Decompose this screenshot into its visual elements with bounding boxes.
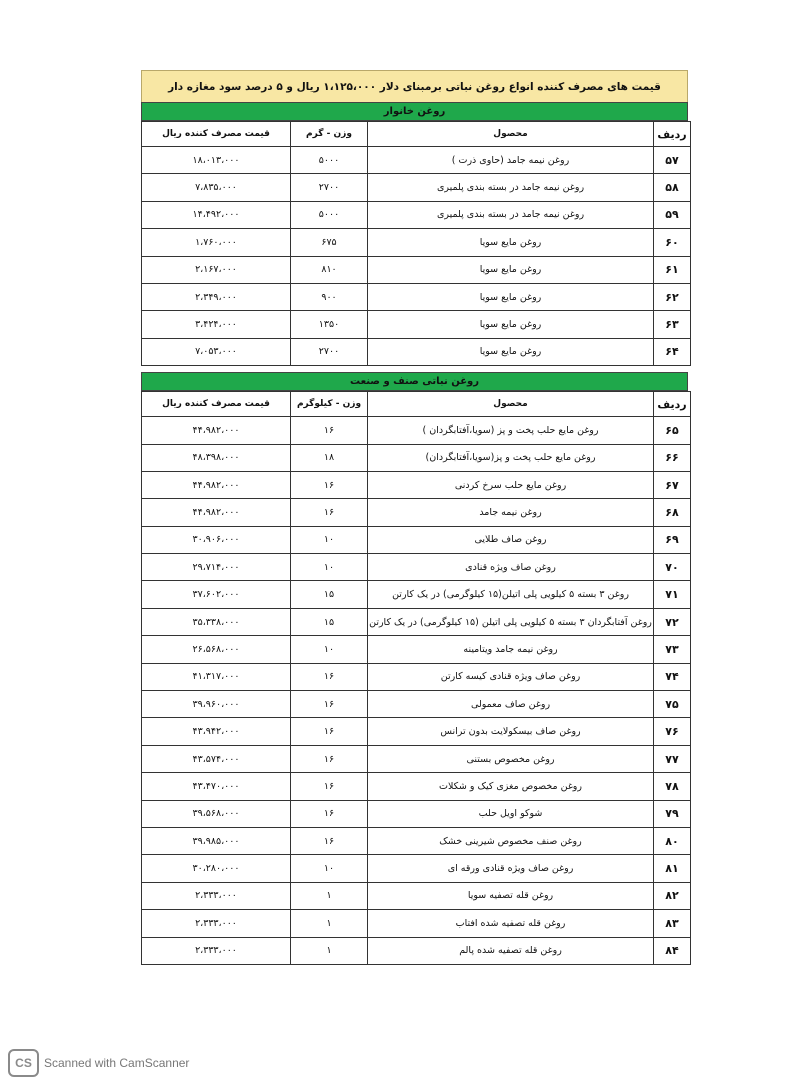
header-row-number: ردیف: [654, 392, 691, 417]
row-number-cell: ۸۰: [654, 827, 691, 854]
table-row: [142, 444, 691, 471]
weight-cell: ۱۶: [291, 691, 368, 718]
product-cell: روغن قله تصفیه سویا: [368, 882, 654, 909]
table-row: [142, 827, 691, 854]
table-row: [142, 471, 691, 498]
product-cell: روغن نیمه جامد در بسته بندی پلمیری: [368, 174, 654, 201]
product-cell: روغن قله تصفیه شده افتاب: [368, 910, 654, 937]
weight-cell: ۵۰۰۰: [291, 147, 368, 174]
header-weight: وزن - گرم: [291, 122, 368, 147]
weight-cell: ۸۱۰: [291, 256, 368, 283]
weight-cell: ۱۰: [291, 855, 368, 882]
row-number-cell: ۸۳: [654, 910, 691, 937]
table-row: [142, 745, 691, 772]
row-number-cell: ۶۴: [654, 338, 691, 365]
row-number-cell: ۸۴: [654, 937, 691, 964]
weight-cell: ۲۷۰۰: [291, 338, 368, 365]
price-cell: ۳۵،۳۳۸،۰۰۰: [142, 608, 291, 635]
table-row: [142, 581, 691, 608]
product-cell: روغن مایع سویا: [368, 311, 654, 338]
product-cell: روغن نیمه جامد: [368, 499, 654, 526]
document-title: قیمت های مصرف کننده انواع روغن نباتی برمبنای دلار ۱،۱۲۵،۰۰۰ ریال و ۵ درصد سود مغازه دار: [141, 70, 688, 102]
row-number-cell: ۶۳: [654, 311, 691, 338]
product-cell: روغن نیمه جامد در بسته بندی پلمیری: [368, 201, 654, 228]
product-cell: روغن نیمه جامد (حاوی ذرت ): [368, 147, 654, 174]
product-cell: روغن قله تصفیه شده پالم: [368, 937, 654, 964]
price-cell: ۷،۰۵۳،۰۰۰: [142, 338, 291, 365]
row-number-cell: ۷۵: [654, 691, 691, 718]
weight-cell: ۱۵: [291, 581, 368, 608]
price-cell: ۴۳،۴۷۰،۰۰۰: [142, 773, 291, 800]
weight-cell: ۱۰: [291, 526, 368, 553]
product-cell: روغن صاف ویژه قنادی کیسه کارتن: [368, 663, 654, 690]
industrial-table-body: [142, 417, 691, 965]
row-number-cell: ۶۱: [654, 256, 691, 283]
product-cell: روغن مایع حلب سرخ کردنی: [368, 471, 654, 498]
price-cell: ۲،۱۶۷،۰۰۰: [142, 256, 291, 283]
product-cell: روغن صاف معمولی: [368, 691, 654, 718]
row-number-cell: ۶۹: [654, 526, 691, 553]
price-cell: ۴۱،۳۱۷،۰۰۰: [142, 663, 291, 690]
row-number-cell: ۷۳: [654, 636, 691, 663]
table-row: [142, 855, 691, 882]
weight-cell: ۱۵: [291, 608, 368, 635]
table-row: [142, 256, 691, 283]
price-cell: ۱۸،۰۱۳،۰۰۰: [142, 147, 291, 174]
weight-cell: ۱۶: [291, 800, 368, 827]
table-row: [142, 882, 691, 909]
row-number-cell: ۶۰: [654, 229, 691, 256]
table-header-row: [142, 122, 691, 147]
header-product: محصول: [368, 122, 654, 147]
product-cell: روغن مخصوص بستنی: [368, 745, 654, 772]
row-number-cell: ۷۲: [654, 608, 691, 635]
table-row: [142, 147, 691, 174]
row-number-cell: ۷۸: [654, 773, 691, 800]
table-row: [142, 283, 691, 310]
weight-cell: ۱۶: [291, 663, 368, 690]
product-cell: روغن صاف ویژه قنادی ورقه ای: [368, 855, 654, 882]
weight-cell: ۱۶: [291, 745, 368, 772]
price-cell: ۲۶،۵۶۸،۰۰۰: [142, 636, 291, 663]
price-sheet: [141, 70, 688, 965]
price-cell: ۳۹،۹۸۵،۰۰۰: [142, 827, 291, 854]
table-row: [142, 174, 691, 201]
product-cell: شوکو اویل حلب: [368, 800, 654, 827]
row-number-cell: ۶۸: [654, 499, 691, 526]
product-cell: روغن مایع حلب پخت و پز (سویا،آفتابگردان ): [368, 417, 654, 444]
weight-cell: ۱: [291, 910, 368, 937]
weight-cell: ۱۸: [291, 444, 368, 471]
row-number-cell: ۵۷: [654, 147, 691, 174]
product-cell: روغن مایع سویا: [368, 229, 654, 256]
table-row: [142, 229, 691, 256]
row-number-cell: ۶۲: [654, 283, 691, 310]
price-cell: ۱،۷۶۰،۰۰۰: [142, 229, 291, 256]
price-cell: ۴۸،۳۹۸،۰۰۰: [142, 444, 291, 471]
table-row: [142, 800, 691, 827]
table-row: [142, 417, 691, 444]
product-cell: روغن مایع سویا: [368, 256, 654, 283]
table-row: [142, 201, 691, 228]
industrial-oil-table: [141, 391, 691, 965]
price-cell: ۲،۳۳۳،۰۰۰: [142, 937, 291, 964]
weight-cell: ۱۶: [291, 718, 368, 745]
weight-cell: ۵۰۰۰: [291, 201, 368, 228]
price-cell: ۳۹،۹۶۰،۰۰۰: [142, 691, 291, 718]
product-cell: روغن آفتابگردان ۳ بسته ۵ کیلویی پلی اتیلن (۱۵ کیلوگرمی) در یک کارتن: [368, 608, 654, 635]
table-row: [142, 910, 691, 937]
weight-cell: ۲۷۰۰: [291, 174, 368, 201]
weight-cell: ۱۶: [291, 417, 368, 444]
price-cell: ۲۹،۷۱۴،۰۰۰: [142, 554, 291, 581]
price-cell: ۴۴،۹۸۲،۰۰۰: [142, 471, 291, 498]
section-title-industrial: روغن نباتی صنف و صنعت: [141, 372, 688, 391]
row-number-cell: ۶۷: [654, 471, 691, 498]
weight-cell: ۱۰: [291, 554, 368, 581]
header-price: قیمت مصرف کننده ریال: [142, 392, 291, 417]
weight-cell: ۶۷۵: [291, 229, 368, 256]
household-table-body: [142, 147, 691, 366]
header-weight: وزن - کیلوگرم: [291, 392, 368, 417]
price-cell: ۴۳،۵۷۴،۰۰۰: [142, 745, 291, 772]
row-number-cell: ۷۱: [654, 581, 691, 608]
price-cell: ۷،۸۳۵،۰۰۰: [142, 174, 291, 201]
price-cell: ۲،۳۴۹،۰۰۰: [142, 283, 291, 310]
header-product: محصول: [368, 392, 654, 417]
camscanner-logo: CS: [8, 1049, 39, 1077]
row-number-cell: ۸۲: [654, 882, 691, 909]
row-number-cell: ۷۷: [654, 745, 691, 772]
table-row: [142, 663, 691, 690]
table-row: [142, 773, 691, 800]
product-cell: روغن مایع سویا: [368, 338, 654, 365]
row-number-cell: ۷۰: [654, 554, 691, 581]
price-cell: ۴۴،۹۸۲،۰۰۰: [142, 417, 291, 444]
product-cell: روغن مایع حلب پخت و پز(سویا،آفتابگردان): [368, 444, 654, 471]
price-cell: ۱۴،۴۹۲،۰۰۰: [142, 201, 291, 228]
weight-cell: ۱۶: [291, 499, 368, 526]
table-row: [142, 718, 691, 745]
weight-cell: ۱۰: [291, 636, 368, 663]
row-number-cell: ۷۴: [654, 663, 691, 690]
weight-cell: ۱: [291, 882, 368, 909]
weight-cell: ۱۳۵۰: [291, 311, 368, 338]
table-row: [142, 526, 691, 553]
price-cell: ۳۷،۶۰۲،۰۰۰: [142, 581, 291, 608]
camscanner-watermark: [8, 1049, 189, 1077]
household-oil-table: [141, 121, 691, 366]
row-number-cell: ۷۹: [654, 800, 691, 827]
price-cell: ۲،۳۳۳،۰۰۰: [142, 910, 291, 937]
weight-cell: ۱۶: [291, 471, 368, 498]
price-cell: ۴۳،۹۴۲،۰۰۰: [142, 718, 291, 745]
watermark-text: Scanned with CamScanner: [44, 1056, 190, 1070]
price-cell: ۲،۳۳۳،۰۰۰: [142, 882, 291, 909]
table-row: [142, 499, 691, 526]
section-title-household: روغن خانوار: [141, 102, 688, 121]
price-cell: ۳۰،۹۰۶،۰۰۰: [142, 526, 291, 553]
product-cell: روغن صنف مخصوص شیرینی خشک: [368, 827, 654, 854]
table-row: [142, 636, 691, 663]
table-row: [142, 937, 691, 964]
table-row: [142, 338, 691, 365]
product-cell: روغن مخصوص مغزی کیک و شکلات: [368, 773, 654, 800]
table-row: [142, 311, 691, 338]
row-number-cell: ۵۹: [654, 201, 691, 228]
product-cell: روغن صاف ویژه قنادی: [368, 554, 654, 581]
header-price: قیمت مصرف کننده ریال: [142, 122, 291, 147]
row-number-cell: ۶۵: [654, 417, 691, 444]
header-row-number: ردیف: [654, 122, 691, 147]
price-cell: ۳۰،۲۸۰،۰۰۰: [142, 855, 291, 882]
product-cell: روغن صاف طلایی: [368, 526, 654, 553]
price-cell: ۳۹،۵۶۸،۰۰۰: [142, 800, 291, 827]
product-cell: روغن مایع سویا: [368, 283, 654, 310]
weight-cell: ۹۰۰: [291, 283, 368, 310]
row-number-cell: ۸۱: [654, 855, 691, 882]
product-cell: روغن ۳ بسته ۵ کیلویی پلی اتیلن(۱۵ کیلوگرمی) در یک کارتن: [368, 581, 654, 608]
table-row: [142, 691, 691, 718]
product-cell: روغن نیمه جامد ویتامینه: [368, 636, 654, 663]
weight-cell: ۱۶: [291, 827, 368, 854]
table-row: [142, 554, 691, 581]
price-cell: ۳،۴۲۴،۰۰۰: [142, 311, 291, 338]
weight-cell: ۱۶: [291, 773, 368, 800]
row-number-cell: ۵۸: [654, 174, 691, 201]
row-number-cell: ۶۶: [654, 444, 691, 471]
row-number-cell: ۷۶: [654, 718, 691, 745]
table-header-row: [142, 392, 691, 417]
product-cell: روغن صاف بیسکولایت بدون ترانس: [368, 718, 654, 745]
table-row: [142, 608, 691, 635]
price-cell: ۴۴،۹۸۲،۰۰۰: [142, 499, 291, 526]
weight-cell: ۱: [291, 937, 368, 964]
